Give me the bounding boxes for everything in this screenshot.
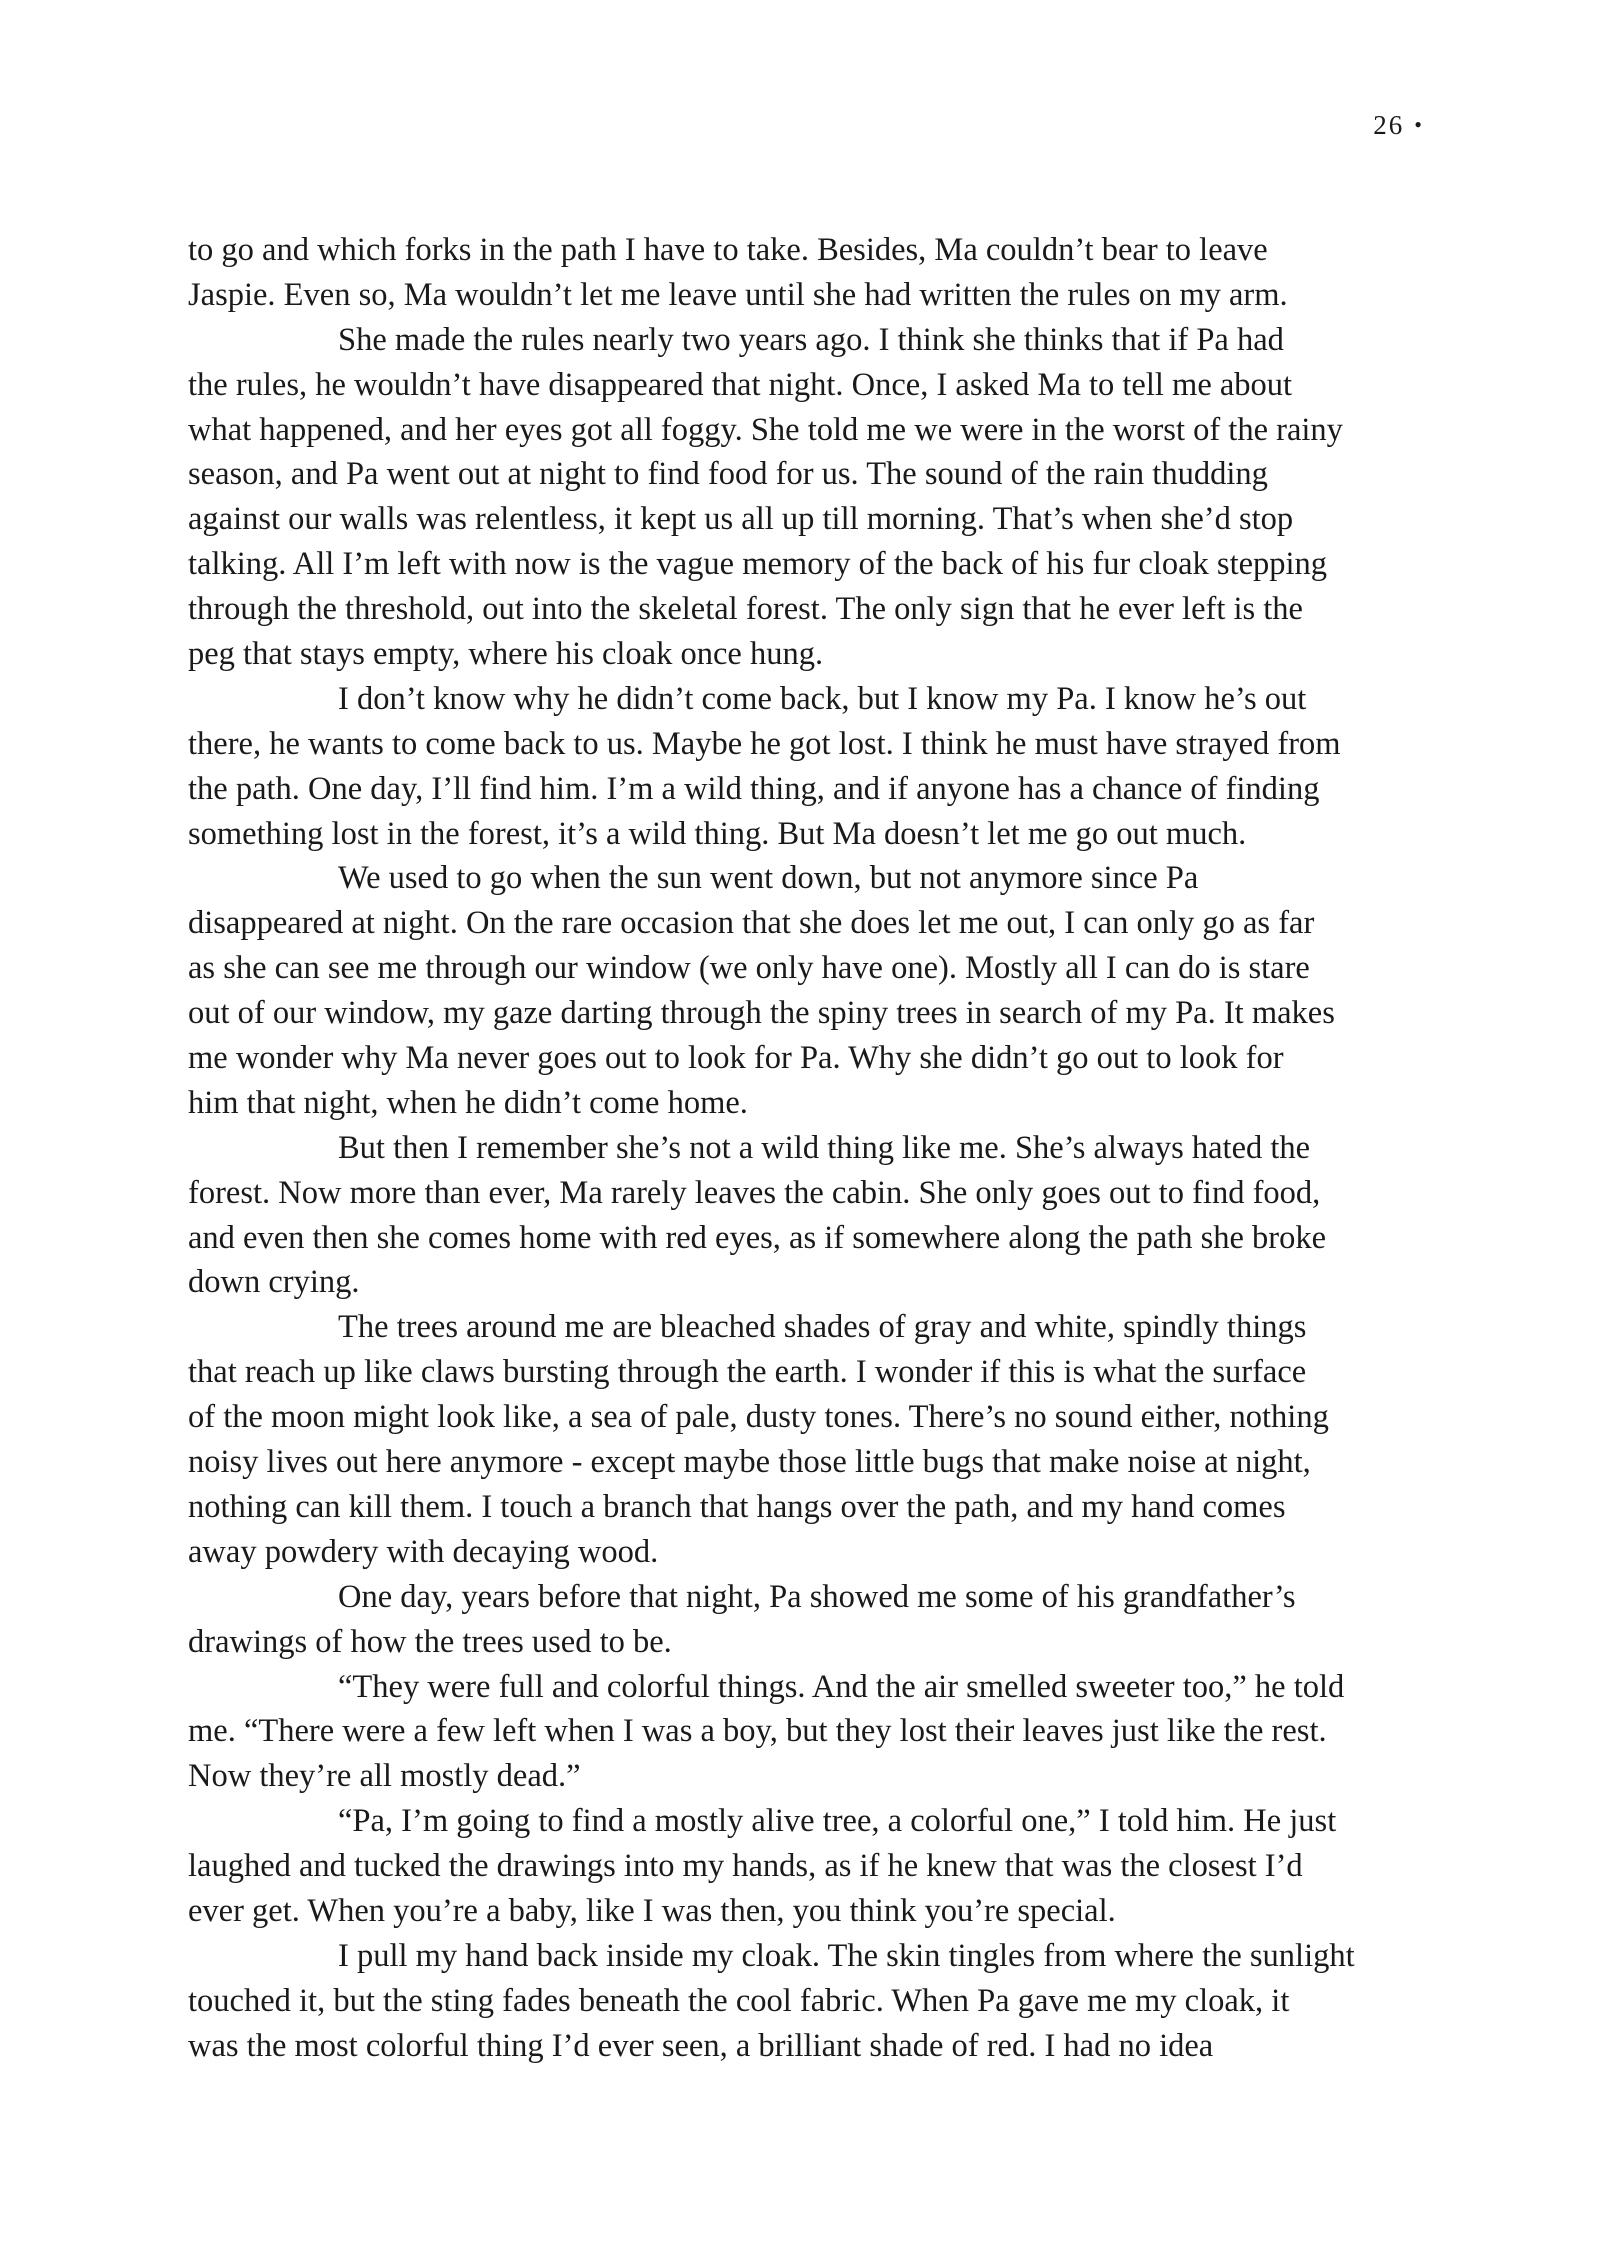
text-line: laughed and tucked the drawings into my hands, as if he knew that was the closest I’d [188,1848,1303,1885]
text-line: “Pa, I’m going to find a mostly alive tree, a colorful one,” I told him. He just [338,1803,1337,1840]
page-header [1373,110,1424,141]
text-line: forest. Now more than ever, Ma rarely leaves the cabin. She only goes out to find food, [188,1174,1321,1211]
text-line: him that night, when he didn’t come home. [188,1084,748,1121]
text-line: the rules, he wouldn’t have disappeared that night. Once, I asked Ma to tell me about [188,366,1293,403]
text-line: away powdery with decaying wood. [188,1533,659,1570]
text-line: through the threshold, out into the skeletal forest. The only sign that he ever left is the [188,591,1303,628]
text-line: there, he wants to come back to us. Maybe he got lost. I think he must have strayed from [188,725,1341,762]
text-line: down crying. [188,1264,360,1301]
text-line: to go and which forks in the path I have to take. Besides, Ma couldn’t bear to leave [188,232,1268,268]
text-line: The trees around me are bleached shades of gray and white, spindly things [338,1309,1307,1346]
text-line: touched it, but the sting fades beneath the cool fabric. When Pa gave me my cloak, it [188,1982,1290,2019]
text-line: But then I remember she’s not a wild thing like me. She’s always hated the [338,1129,1311,1166]
text-line: I don’t know why he didn’t come back, but I know my Pa. I know he’s out [338,680,1307,717]
text-line: as she can see me through our window (we only have one). Mostly all I can do is stare [188,950,1310,987]
text-line: the path. One day, I’ll find him. I’m a wild thing, and if anyone has a chance of finding [188,770,1320,807]
text-line: We used to go when the sun went down, but not anymore since Pa [338,860,1199,897]
text-line: She made the rules nearly two years ago. I think she thinks that if Pa had [338,321,1284,358]
text-line: and even then she comes home with red eyes, as if somewhere along the path she broke [188,1219,1327,1256]
text-line: “They were full and colorful things. And the air smelled sweeter too,” he told [338,1668,1345,1705]
text-line: ever get. When you’re a baby, like I was then, you think you’re special. [188,1892,1116,1929]
text-line: One day, years before that night, Pa showed me some of his grandfather’s [338,1578,1296,1615]
text-line: peg that stays empty, where his cloak once hung. [188,636,824,673]
text-line: against our walls was relentless, it kept us all up till morning. That’s when she’d stop [188,501,1294,538]
page-number: 26 [1373,110,1405,140]
text-line: noisy lives out here anymore - except maybe those little bugs that make noise at night, [188,1444,1311,1481]
text-line: what happened, and her eyes got all foggy. She told me we were in the worst of the rainy [188,411,1343,448]
text-line: talking. All I’m left with now is the vague memory of the back of his fur cloak stepping [188,546,1328,583]
text-line: Now they’re all mostly dead.” [188,1758,581,1795]
text-line: that reach up like claws bursting through the earth. I wonder if this is what the surface [188,1354,1307,1391]
text-line: of the moon might look like, a sea of pale, dusty tones. There’s no sound either, nothing [188,1399,1329,1436]
text-line: Jaspie. Even so, Ma wouldn’t let me leave until she had written the rules on my arm. [188,276,1288,313]
text-line: something lost in the forest, it’s a wild thing. But Ma doesn’t let me go out much. [188,815,1247,852]
text-line: nothing can kill them. I touch a branch that hangs over the path, and my hand comes [188,1488,1286,1525]
text-line: drawings of how the trees used to be. [188,1623,672,1660]
text-line: was the most colorful thing I’d ever seen, a brilliant shade of red. I had no idea [188,2027,1214,2064]
text-line: me. “There were a few left when I was a boy, but they lost their leaves just like the rest. [188,1713,1327,1750]
header-bullet: • [1414,112,1424,137]
text-line: season, and Pa went out at night to find food for us. The sound of the rain thudding [188,456,1268,493]
text-line: disappeared at night. On the rare occasion that she does let me out, I can only go as far [188,905,1315,942]
text-line: me wonder why Ma never goes out to look for Pa. Why she didn’t go out to look for [188,1040,1284,1077]
text-line: out of our window, my gaze darting through the spiny trees in search of my Pa. It makes [188,995,1335,1032]
body-text [188,228,1428,2069]
text-line: I pull my hand back inside my cloak. The skin tingles from where the sunlight [338,1937,1355,1974]
